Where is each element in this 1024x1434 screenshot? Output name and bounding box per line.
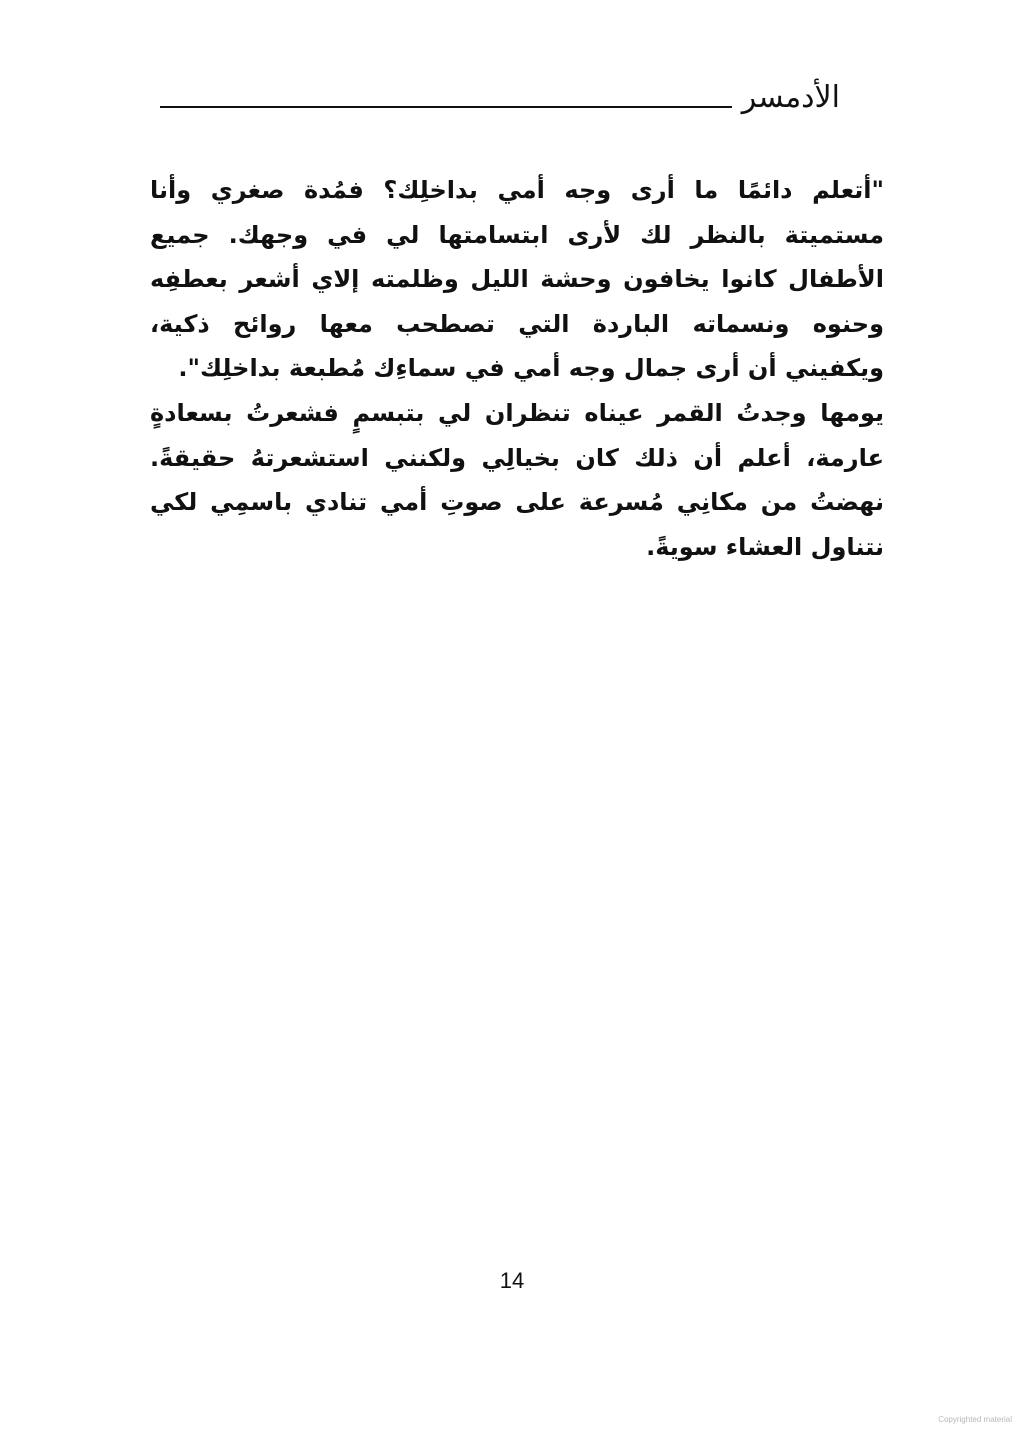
paragraph-2: يومها وجدتُ القمر عيناه تنظران لي بتبسمٍ فشعرتُ بسعادةٍ عارمة، أعلم أن ذلك كان بخيالِي ولكنني استشعرتهُ حقيقةً. نهضتُ من مكانِي مُسرعة على صوتِ أمي تنادي باسمِي لكي نتناول العشاء سويةً. xyxy=(150,398,884,561)
paragraph-1: "أتعلم دائمًا ما أرى وجه أمي بداخلِك؟ فمُدة صغري وأنا مستميتة بالنظر لك لأرى ابتسامتها لي في وجهك. جميع الأطفال كانوا يخافون وحشة الليل وظلمته إلاي أشعر بعطفِه وحنوه ونسماته الباردة التي تصطحب معها روائح ذكية، ويكفيني أن أرى جمال وجه أمي في سماءِك مُطبعة بداخلِك". xyxy=(150,176,884,383)
page-body xyxy=(150,168,884,569)
header-rule xyxy=(160,106,732,108)
book-title: الأدمسر xyxy=(741,80,840,115)
page-number: 14 xyxy=(499,1268,525,1293)
running-header xyxy=(160,76,840,116)
copyright-watermark: Copyrighted material xyxy=(938,1415,1012,1424)
